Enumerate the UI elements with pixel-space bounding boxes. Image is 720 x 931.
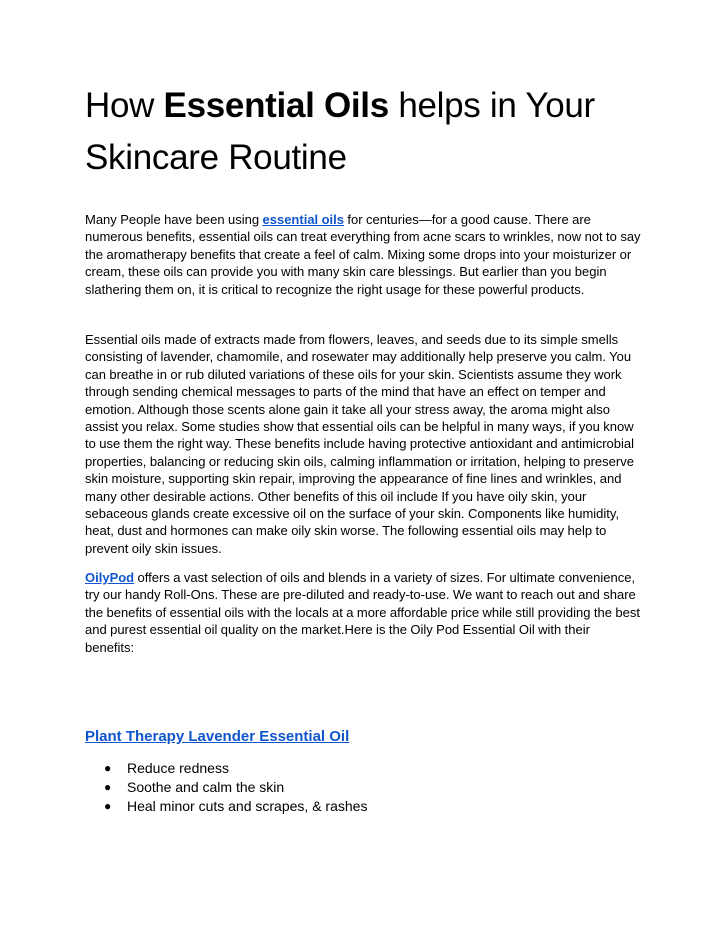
- list-item: [85, 797, 585, 816]
- intro-paragraph: [85, 211, 641, 298]
- oilypod-text: offers a vast selection of oils and blends in a variety of sizes. For ultimate convenience, try our handy Roll-Ons. These are pre-diluted and ready-to-use. We want to reach out and share the benefits of essential oils with the locals at a more affordable price while still providing the best and purest essential oil quality on the market.Here is the Oily Pod Essential Oil with their benefits:: [85, 570, 640, 655]
- title-prefix: How: [85, 86, 164, 125]
- bullet-icon: ●: [104, 780, 112, 794]
- oilypod-paragraph: [85, 569, 641, 656]
- essential-oils-link[interactable]: essential oils: [262, 212, 344, 227]
- title-suffix: helps in Your Skincare Routine: [85, 86, 595, 177]
- benefits-list: [85, 759, 585, 816]
- oilypod-link[interactable]: OilyPod: [85, 570, 135, 585]
- document-page: [85, 80, 641, 814]
- list-item-text: Soothe and calm the skin: [127, 779, 285, 795]
- intro-text-start: Many People have been using: [85, 212, 263, 227]
- intro-text-end: for centuries—for a good cause. There are numerous benefits, essential oils can treat everything from acne scars to wrinkles, now not to say the aromatherapy benefits that create a feel of calm. Mixing some drops into your moisturizer or cream, these oils can provide you with many skin care blessings. But earlier than you begin slathering them on, it is critical to recognize the right usage for these powerful products.: [85, 212, 641, 297]
- title-emphasis: Essential Oils: [163, 86, 389, 125]
- bullet-icon: ●: [104, 799, 112, 813]
- product-heading-link[interactable]: Plant Therapy Lavender Essential Oil: [85, 728, 350, 745]
- bullet-icon: ●: [104, 761, 112, 775]
- list-item-text: Reduce redness: [127, 760, 229, 776]
- page-title: [85, 80, 641, 184]
- benefits-paragraph: Essential oils made of extracts made from flowers, leaves, and seeds due to its simple smells consisting of lavender, chamomile, and rosewater may additionally help preserve you calm. You can breathe in or rub diluted variations of these oils for your skin. Scientists assume they work through sending chemical messages to parts of the mind that have an effect on temper and emotion. Although those scents alone gain it take all your stress away, the aroma might also assist you relax. Some studies show that essential oils can be helpful in many ways, if you know to use them the right way. These benefits include having protective antioxidant and antimicrobial properties, balancing or reducing skin oils, calming inflammation or irritation, helping to preserve skin moisture, supporting skin repair, improving the appearance of fine lines and wrinkles, and many other desirable actions. Other benefits of this oil include If you have oily skin, your sebaceous glands create excessive oil on the surface of your skin. Components like humidity, heat, dust and hormones can make oily skin worse. The following essential oils may help to prevent oily skin issues.: [85, 332, 635, 556]
- list-item: [85, 778, 585, 797]
- list-item: [85, 759, 585, 778]
- list-item-text: Heal minor cuts and scrapes, & rashes: [127, 798, 368, 814]
